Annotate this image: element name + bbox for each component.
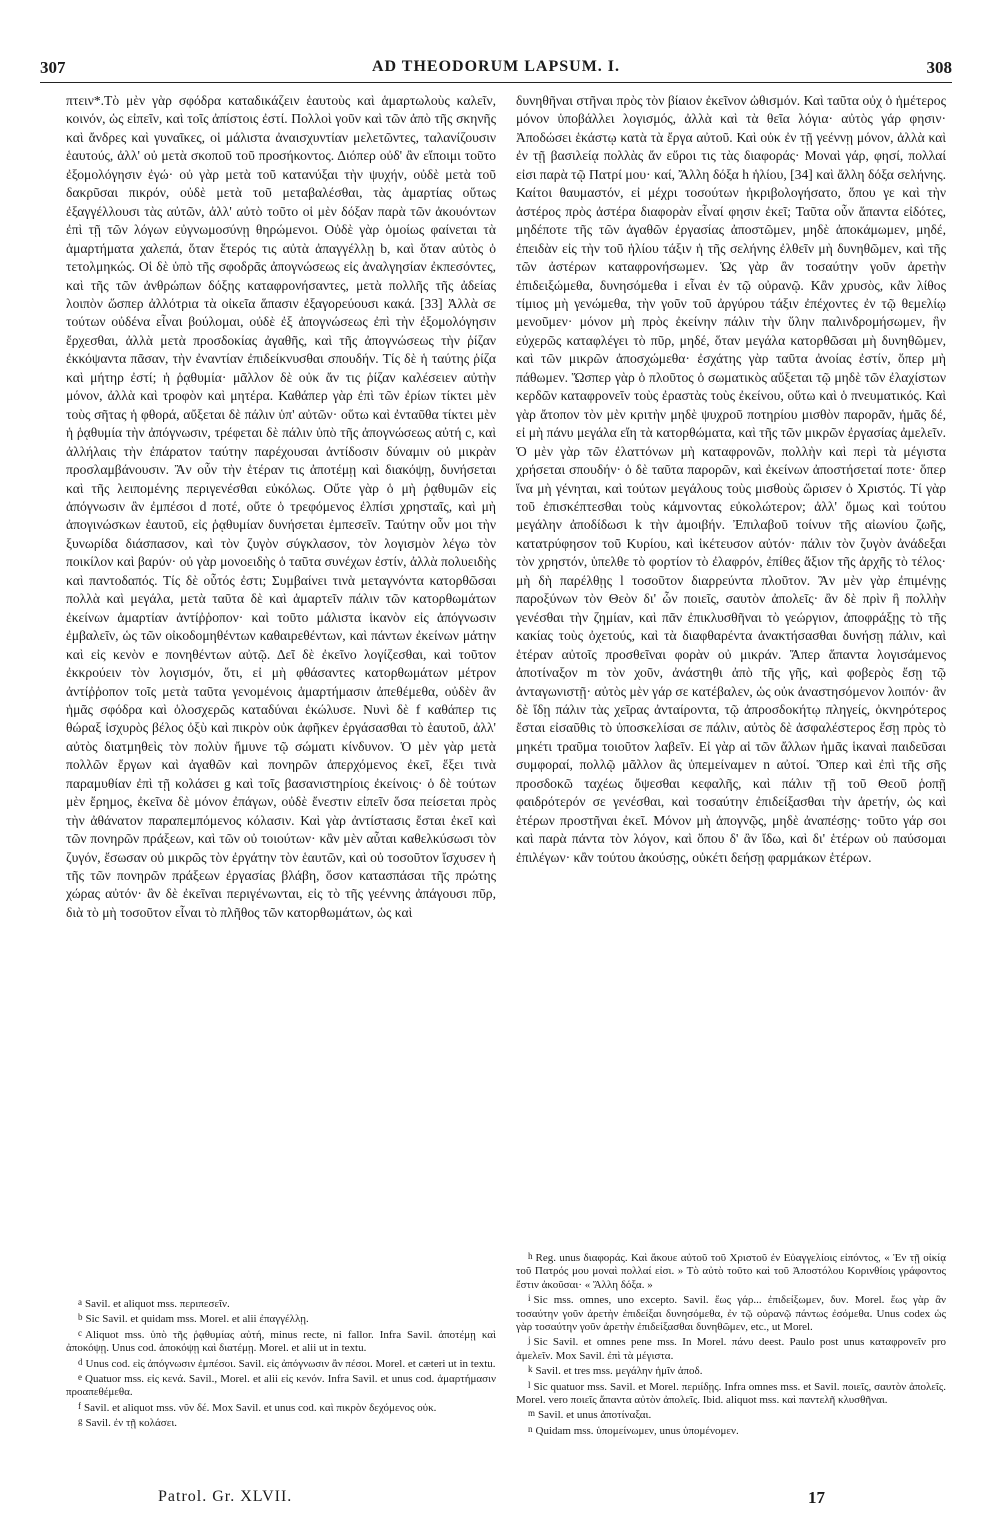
page-number-left: 307 [40,58,66,77]
footnote-d: d Unus cod. εἰς ἀπόγνωσιν ἐμπέσοι. Savil. εἰς ἀπόγνωσιν ἂν πέσοι. Morel. et cæteri ut in textu. [78,1356,496,1370]
footnote-c: c Aliquot mss. ὑπὸ τῆς ῥᾳθυμίας αὐτή, minus recte, ni fallor. Infra Savil. ἀποτέμῃ καὶ ἀποκόψῃ. Unus cod. ἀποκόψῃ καὶ διατέμῃ. Morel. et alii ut in textu. [66,1327,496,1355]
page-footer [40,1488,952,1510]
sheet-number: 17 [808,1488,825,1507]
footnote-i: i Sic mss. omnes, uno excepto. Savil. ἕως γάρ... ἐπιδείξωμεν, δυν. Morel. ἕως γὰρ ἂν τοσαύτην γοῦν ἀρετὴν ἐπιδείξαι δυνησόμεθα, ἐν τῷ οὐρανῷ πάντως ἐσόμεθα. Unus codex ὡς γὰρ τοσαύτην γοῦν ἀρετὴν ἐπιδείξασθαι δυνηθῶμεν, etc., ut Morel. [516,1293,946,1334]
footnotes-left [66,1296,496,1431]
footnote-k: k Savil. et tres mss. μεγάλην ἡμῖν ἀποδ. [528,1364,703,1378]
left-column [66,92,496,922]
volume-signature: Patrol. Gr. XLVII. [158,1488,293,1505]
left-column-text: πτειν*.Τὸ μὲν γὰρ σφόδρα καταδικάζειν ἑαυτοὺς καὶ ἁμαρτωλοὺς καλεῖν, κοινόν, ὡς εἰπεῖν, καὶ τοῖς ἀπίστοις ἐστί. Πολλοὶ γοῦν καὶ τῶν ἀπὸ τῆς σκηνῆς καὶ ἄνδρες καὶ γυναῖκες, οἱ μάλιστα ἀναισχυντίαν μελετῶντες, ταλανίζουσιν ἑαυτούς, ἀλλ' οὐ μετὰ σκοποῦ τοῦ προσήκοντος. Διόπερ οὐδ' ἂν εἴποιμι τοῦτο ἐξομολόγησιν ἐγώ· οὐ γὰρ μετὰ τοῦ κατανύξαι τὴν ψυχήν, οὐδὲ μετὰ τοῦ δακρῦσαι πικρόν, οὐδὲ μετὰ τοῦ μεταβαλέσθαι, τὰς ἁμαρτίας οὕτως ἐξαγγέλλουσι τὰς αὐτῶν, ἀλλ' αὐτὸ τοῦτο οἱ μὲν δόξαν παρὰ τῶν ἀκουόντων ἐπὶ τῇ τῶν λόγων εὐγνωμοσύνῃ θηρώμενοι. Οὐδὲ γὰρ ὁμοίως φαίνεται τὰ ἁμαρτήματα χαλεπά, ὅταν ἕτερός τις αὐτὰ ἀπαγγέλλῃ b, καὶ ὅταν αὐτὸς ὁ τετολμηκώς. Οἱ δὲ ὑπὸ τῆς σφοδρᾶς ἀπογνώσεως εἰς ἀναλγησίαν ἐκπεσόντες, καὶ τῆς τῶν ἀνθρώπων δόξης καταφρονήσαντες, μετὰ πολλῆς τῆς ἀδείας λοιπὸν ὥσπερ ἀλλότρια τὰ οἰκεῖα ἅπασιν ἐξαγορεύουσι κακά. [33] Ἀλλὰ σε τούτων οὐδένα εἶναι βούλομαι, οὐδὲ ἐξ ἀπογνώσεως ἐπὶ τὴν ἐξομολόγησιν ἔρχεσθαι, ἀλλὰ μετὰ προσδοκίας ἀγαθῆς, καὶ τῆς ἀπογνώσεως τὴν ῥίζαν ἐκκόψαντα πᾶσαν, τὴν ἐναντίαν ἐπιδείκνυσθαι σπουδήν. Τίς δὲ ἡ ταύτης ῥίζα καὶ μήτηρ ἐστί; ἡ ῥᾳθυμία· μᾶλλον δὲ οὐκ ἄν τις ῥίζαν καλέσειεν αὐτὴν μόνον, ἀλλὰ καὶ τροφὸν καὶ μητέρα. Καθάπερ γὰρ ἐπὶ τῶν ἐρίων τίκτει μὲν τοὺς σῆτας ἡ φθορά, αὔξεται δὲ πάλιν ὑπ' αὐτῶν· οὕτω καὶ ἐνταῦθα τίκτει μὲν ἡ ῥᾳθυμία τὴν ἀπόγνωσιν, τρέφεται δὲ πάλιν ὑπὸ τῆς ἀπογνώσεως αὐτή c, καὶ ἀλλήλαις τὴν ἐπάρατον ταύτην παρέχουσαι ἀντίδοσιν δύναμιν οὐ μικρὰν προσλαμβάνουσιν. Ἂν οὖν τὴν ἑτέραν τις ἀποτέμῃ καὶ διακόψῃ, δυνήσεται καὶ τῆς λειπομένης περιγενέσθαι εὐκόλως. Οὔτε γὰρ ὁ μὴ ῥᾳθυμῶν εἰς ἀπόγνωσιν ἂν ἐμπέσοι d ποτέ, οὔτε ὁ τρεφόμενος ἐλπίσι χρησταῖς, καὶ μὴ ἀπογινώσκων ἑαυτοῦ, εἰς ῥᾳθυμίαν δυνήσεται ἐμπεσεῖν. Ταύτην οὖν μοι τὴν ξυνωρίδα διάσπασον, καὶ τὸν ζυγὸν σύγκλασον, τὸν λογισμὸν λέγω τὸν ποικίλον καὶ βαρύν· οὐ γὰρ μονοειδὴς ὁ ταῦτα συνέχων ἐστίν, ἀλλὰ πολυειδὴς καὶ παντοδαπός. Τίς δὲ οὗτός ἐστι; Συμβαίνει τινὰ μεταγνόντα κατορθῶσαι πολλὰ καὶ μεγάλα, μετὰ ταῦτα δὲ καὶ ἁμαρτεῖν πάλιν τῶν κατορθωμάτων ἐκείνων ἁμαρτίαν ἀντίῤῥοπον· καὶ τοῦτο μάλιστα ἱκανὸν εἰς ἀπόγνωσιν ἐμβαλεῖν, ὡς τῶν οἰκοδομηθέντων καθαιρεθέντων, καὶ πάντων ἐκείνων μάτην καὶ εἰς κενὸν e πονηθέντων αὐτῷ. Δεῖ δὲ ἐκεῖνο λογίζεσθαι, καὶ τοῦτον ἐκκρούειν τὸν λογισμόν, ὅτι, εἰ μὴ φθάσαντες κατορθωμάτων μέτρον ἀντίῤῥοπον τοῖς μετὰ ταῦτα γενομένοις ἁμαρτήμασιν ἀπεθέμεθα, οὐδὲν ἂν ἡμᾶς σφόδρα καὶ ὁλοσχερῶς καταδύναι ἐκώλυσε. Νυνὶ δὲ f καθάπερ τις θώραξ ἰσχυρὸς βέλος ὀξὺ καὶ πικρὸν οὐκ ἀφῆκεν ἐργάσασθαι τὸ ἑαυτοῦ, ἀλλ' αὐτὸς διατμηθεὶς τὸν πολὺν ἤμυνε τῷ σώματι κίνδυνον. Ὁ μὲν γὰρ μετὰ πολλῶν ἔργων καὶ ἀγαθῶν καὶ πονηρῶν ἀπερχόμενος ἐκεῖ, ἕξει τινὰ παραμυθίαν ἐπὶ τῇ κολάσει g καὶ τοῖς βασανιστηρίοις ἐκείνοις· ὁ δὲ τούτων μὲν ἔρημος, ἐκεῖνα δὲ μόνον ἐπάγων, οὐδὲ ἔνεστιν εἰπεῖν ὅσα πείσεται πρὸς τὴν ἀθάνατον παραπεμπόμενος κόλασιν. Καὶ γὰρ ἀντίστασις ἔσται ἐκεῖ καὶ τῶν πονηρῶν πράξεων, καὶ τῶν οὐ τοιούτων· κἂν μὲν αὗται καθελκύσωσι τὸν ζυγόν, ἔσωσαν οὐ μικρῶς τὸν ἐργάτην τὸν ἑαυτῶν, καὶ οὐ τοσοῦτον ἴσχυσεν ἡ τῆς τῶν πονηρῶν πράξεων ἐργασίας βλάβη, ὅσον κατασπάσαι τῆς πρώτης χώρας αὐτόν· ἂν δὲ ἐκεῖναι περιγένωνται, εἰς τὸ τῆς γεέννης ἀπάγουσι πῦρ, διὰ τὸ μὴ τοσοῦτον εἶναι τὸ πλῆθος τῶν κατορθωμάτων, ὡς καὶ [66,93,496,920]
footnote-h: h Reg. unus διαφοράς. Καὶ ἄκουε αὐτοῦ τοῦ Χριστοῦ ἐν Εὐαγγελίοις εἰπόντος, « Ἐν τῇ οἰκίᾳ τοῦ Πατρός μου μοναὶ πολλαί εἰσι. » Τὸ αὐτὸ τοῦτο καὶ τοῦ Ἀποστόλου Κορινθίοις γράφοντος ἔστιν ἀκοῦσαι· « Ἄλλη δόξα. » [516,1251,946,1291]
footnote-g: g Savil. ἐν τῇ κολάσει. [78,1416,178,1430]
running-title: AD THEODORUM LAPSUM. I. [371,58,621,75]
footnote-a: a Savil. et aliquot mss. περιπεσεῖν. [78,1297,230,1310]
footnote-e: e Quatuor mss. εἰς κενά. Savil., Morel. et alii εἰς κενόν. Infra Savil. et unus cod. ἁμαρτήμασιν προαπεθέμεθα. [66,1372,496,1399]
page-number-right: 308 [926,58,952,77]
footnote-l: l Sic quatuor mss. Savil. et Morel. περιίδῃς. Infra omnes mss. et Savil. ποιεῖς, σαυτὸν ἀπολεῖς. Morel. vero ποιεῖς ἅπαντα αὐτὸν ἀπολεῖς. Ibid. aliquot mss. καὶ παντελῆ κλυσθῆναι. [516,1379,946,1407]
footnote-b: b Sic Savil. et quidam mss. Morel. et alii ἐπαγγέλλῃ. [78,1312,309,1326]
footnotes-right [516,1250,946,1438]
footnote-m: m Savil. et unus ἀποτίναξαι. [528,1408,652,1422]
right-column [516,92,946,867]
running-header [40,58,952,83]
footnote-f: f Savil. et aliquot mss. νῦν δέ. Mox Savil. et unus cod. καὶ πικρὸν δεχόμενος οὐκ. [78,1400,437,1414]
footnote-n: n Quidam mss. ὑπομείνωμεν, unus ὑπομένομεν. [528,1423,739,1437]
right-column-text: δυνηθῆναι στῆναι πρὸς τὸν βίαιον ἐκεῖνον ὠθισμόν. Καὶ ταῦτα οὐχ ὁ ἡμέτερος μόνον ὑποβάλλει λογισμός, ἀλλὰ καὶ τὰ θεῖα λόγια· αὐτὸς γάρ φησιν· Ἀποδώσει ἑκάστῳ κατὰ τὰ ἔργα αὐτοῦ. Καὶ οὐκ ἐν τῇ γεέννῃ μόνον, ἀλλὰ καὶ ἐν τῇ βασιλείᾳ πολλὰς ἄν εὕροι τις τὰς διαφοράς· Μοναὶ γάρ, φησί, πολλαί εἰσι παρὰ τῷ Πατρί μου· καί, Ἄλλη δόξα h ἡλίου, [34] καὶ ἄλλη δόξα σελήνης. Καίτοι θαυμαστόν, εἰ μέχρι τοσούτων ἠκριβολογήσατο, ὅπου γε καὶ τὴν ἀστέρος πρὸς ἀστέρα διαφορὰν εἶναί φησιν ἐκεῖ; Ταῦτα οὖν ἅπαντα εἰδότες, μηδέποτε τῆς τῶν ἀγαθῶν ἐργασίας ἀποστῶμεν, μηδὲ ἀποκάμωμεν, μηδέ, ἐπειδὰν εἰς τὴν τοῦ ἡλίου τάξιν ἡ τῆς σελήνης ἐλθεῖν μὴ δυνηθῶμεν, καὶ τῆς τῶν ἀστέρων καταφρονήσωμεν. Ὡς γὰρ ἂν τοσαύτην γοῦν ἀρετὴν ἐπιδειξώμεθα, δυνησόμεθα i εἶναι ἐν τῷ οὐρανῷ. Κἂν χρυσὸς, κἂν λίθος τίμιος μὴ γενώμεθα, τὴν γοῦν τοῦ ἀργύρου τάξιν ἐπέχοντες ἐν τῷ θεμελίῳ μενοῦμεν· μόνον μὴ πρὸς ἐκείνην πάλιν τὴν ὕλην παλινδρομήσωμεν, ἣν εὐχερῶς καταφλέγει τὸ πῦρ, μηδέ, ὅταν μεγάλα κατορθῶσαι μὴ δυνηθῶμεν, καὶ τῶν μικρῶν ἀποσχώμεθα· ἐσχάτης γὰρ ταῦτα ἀνοίας ἐστίν, ὅπερ μὴ πάθωμεν. Ὥσπερ γὰρ ὁ πλοῦτος ὁ σωματικὸς αὔξεται τῷ μηδὲ τῶν ἐλαχίστων κερδῶν καταφρονεῖν τοὺς ἐραστὰς τοὺς ἐκείνου, οὕτω καὶ ὁ πνευματικός. Καὶ γὰρ ἄτοπον τὸν μὲν κριτὴν μηδὲ ψυχροῦ ποτηρίου μισθὸν παρορᾶν, ἡμᾶς δέ, εἰ μὴ πάνυ μεγάλα εἴη τὰ κατορθώματα, καὶ τῆς τῶν μικρῶν ἐργασίας ἀμελεῖν. Ὁ μὲν γὰρ τῶν ἐλαττόνων μὴ καταφρονῶν, πολλὴν καὶ περὶ τὰ μέγιστα χρήσεται σπουδήν· ὁ δὲ ταῦτα παρορῶν, καὶ ἐκείνων ἀποστήσεταί ποτε· ὅπερ ἵνα μὴ γένηται, καὶ τούτων μεγάλους τοὺς μισθοὺς ὥρισεν ὁ Χριστός. Τί γὰρ τοῦ ἐπισκέπτεσθαι τοὺς κάμνοντας εὐκολώτερον; ἀλλ' ὅμως καὶ τούτου μεγάλην ἀποδίδωσι k τὴν ἀμοιβήν. Ἐπιλαβοῦ τοίνυν τῆς αἰωνίου ζωῆς, κατατρύφησον τοῦ Κυρίου, καὶ ἱκέτευσον αὐτόν· πάλιν τὸν ζυγὸν ἀνάδεξαι τὸν χρηστόν, ὑπελθε τὸ φορτίον τὸ ἐλαφρόν, ἐπίθες ἄξιον τῆς ἀρχῆς τὸ τέλος· μὴ δὴ παρέλθῃς l τοσοῦτον διαρρεύντα πλοῦτον. Ἂν μὲν γὰρ ἐπιμένῃς παροξύνων τὸν Θεὸν δι' ὧν ποιεῖς, σαυτὸν ἀπολεῖς· ἂν δὲ πρὶν ἢ πολλὴν γενέσθαι τὴν ζημίαν, καὶ πᾶν ἐπικλυσθῆναι τὸ γεώργιον, ἀποφράξῃς τὸ τῆς κακίας τοὺς ὀχετούς, καὶ τὰ διαφθαρέντα ἀνακτήσασθαι δυνήσῃ πάλιν, καὶ ἑτέραν αὐτοῖς προσθεῖναι φορὰν οὐ μικράν. Ἅπερ ἅπαντα λογισάμενος ἀποτίναξον m τὸν χοῦν, ἀνάστηθι ἀπὸ τῆς γῆς, καὶ φοβερὸς ἔσῃ τῷ ἀνταγωνιστῇ· αὐτὸς μὲν γάρ σε κατέβαλεν, ὡς οὐκ ἀναστησόμενον λοιπόν· ἂν δὲ ἴδῃ πάλιν τὰς χεῖρας ἀνταίροντα, τῷ ἀπροσδοκήτῳ πληγείς, ὀκνηρότερος ἔσται εἰσαῦθις τὸ ὑποσκελίσαι σε πάλιν, αὐτὸς δὲ ἀσφαλέστερος ἔσῃ πρὸς τὸ μηκέτι τραῦμα τοιοῦτον λαβεῖν. Εἰ γὰρ αἱ τῶν ἄλλων ἡμᾶς ἱκαναὶ παιδεῦσαι συμφοραί, πολλῷ μᾶλλον ἃς ὑπεμείναμεν n αὐτοί. Ὅπερ καὶ ἐπὶ τῆς σῆς προσδοκῶ ταχέως ὄψεσθαι κεφαλῆς, καὶ πάλιν τῇ τοῦ Θεοῦ ῥοπῇ φαιδρότερόν σε γενέσθαι, καὶ τοσαύτην ἐπιδείξασθαι τὴν ἀρετήν, ὡς καὶ ἑτέρων προστῆναι ἐκεῖ. Μόνον μὴ ἀπογνῷς, μηδὲ ἀναπέσῃς· τοῦτο γάρ σοι καὶ παρὰ πάντα τὸν λόγον, καὶ ὅπου δ' ἂν ἴδω, καὶ δι' ἑτέρων οὐ παύσομαι ἐπιλέγων· κἂν τούτου ἀκούσῃς, οὐκέτι δεήσῃ φαρμάκων ἑτέρων. [516,93,946,865]
footnote-j: j Sic Savil. et omnes pene mss. In Morel. πάνυ deest. Paulo post unus καταφρονεῖν pro ἀμελεῖν. Mox Savil. ἐπὶ τὰ μέγιστα. [516,1335,946,1362]
